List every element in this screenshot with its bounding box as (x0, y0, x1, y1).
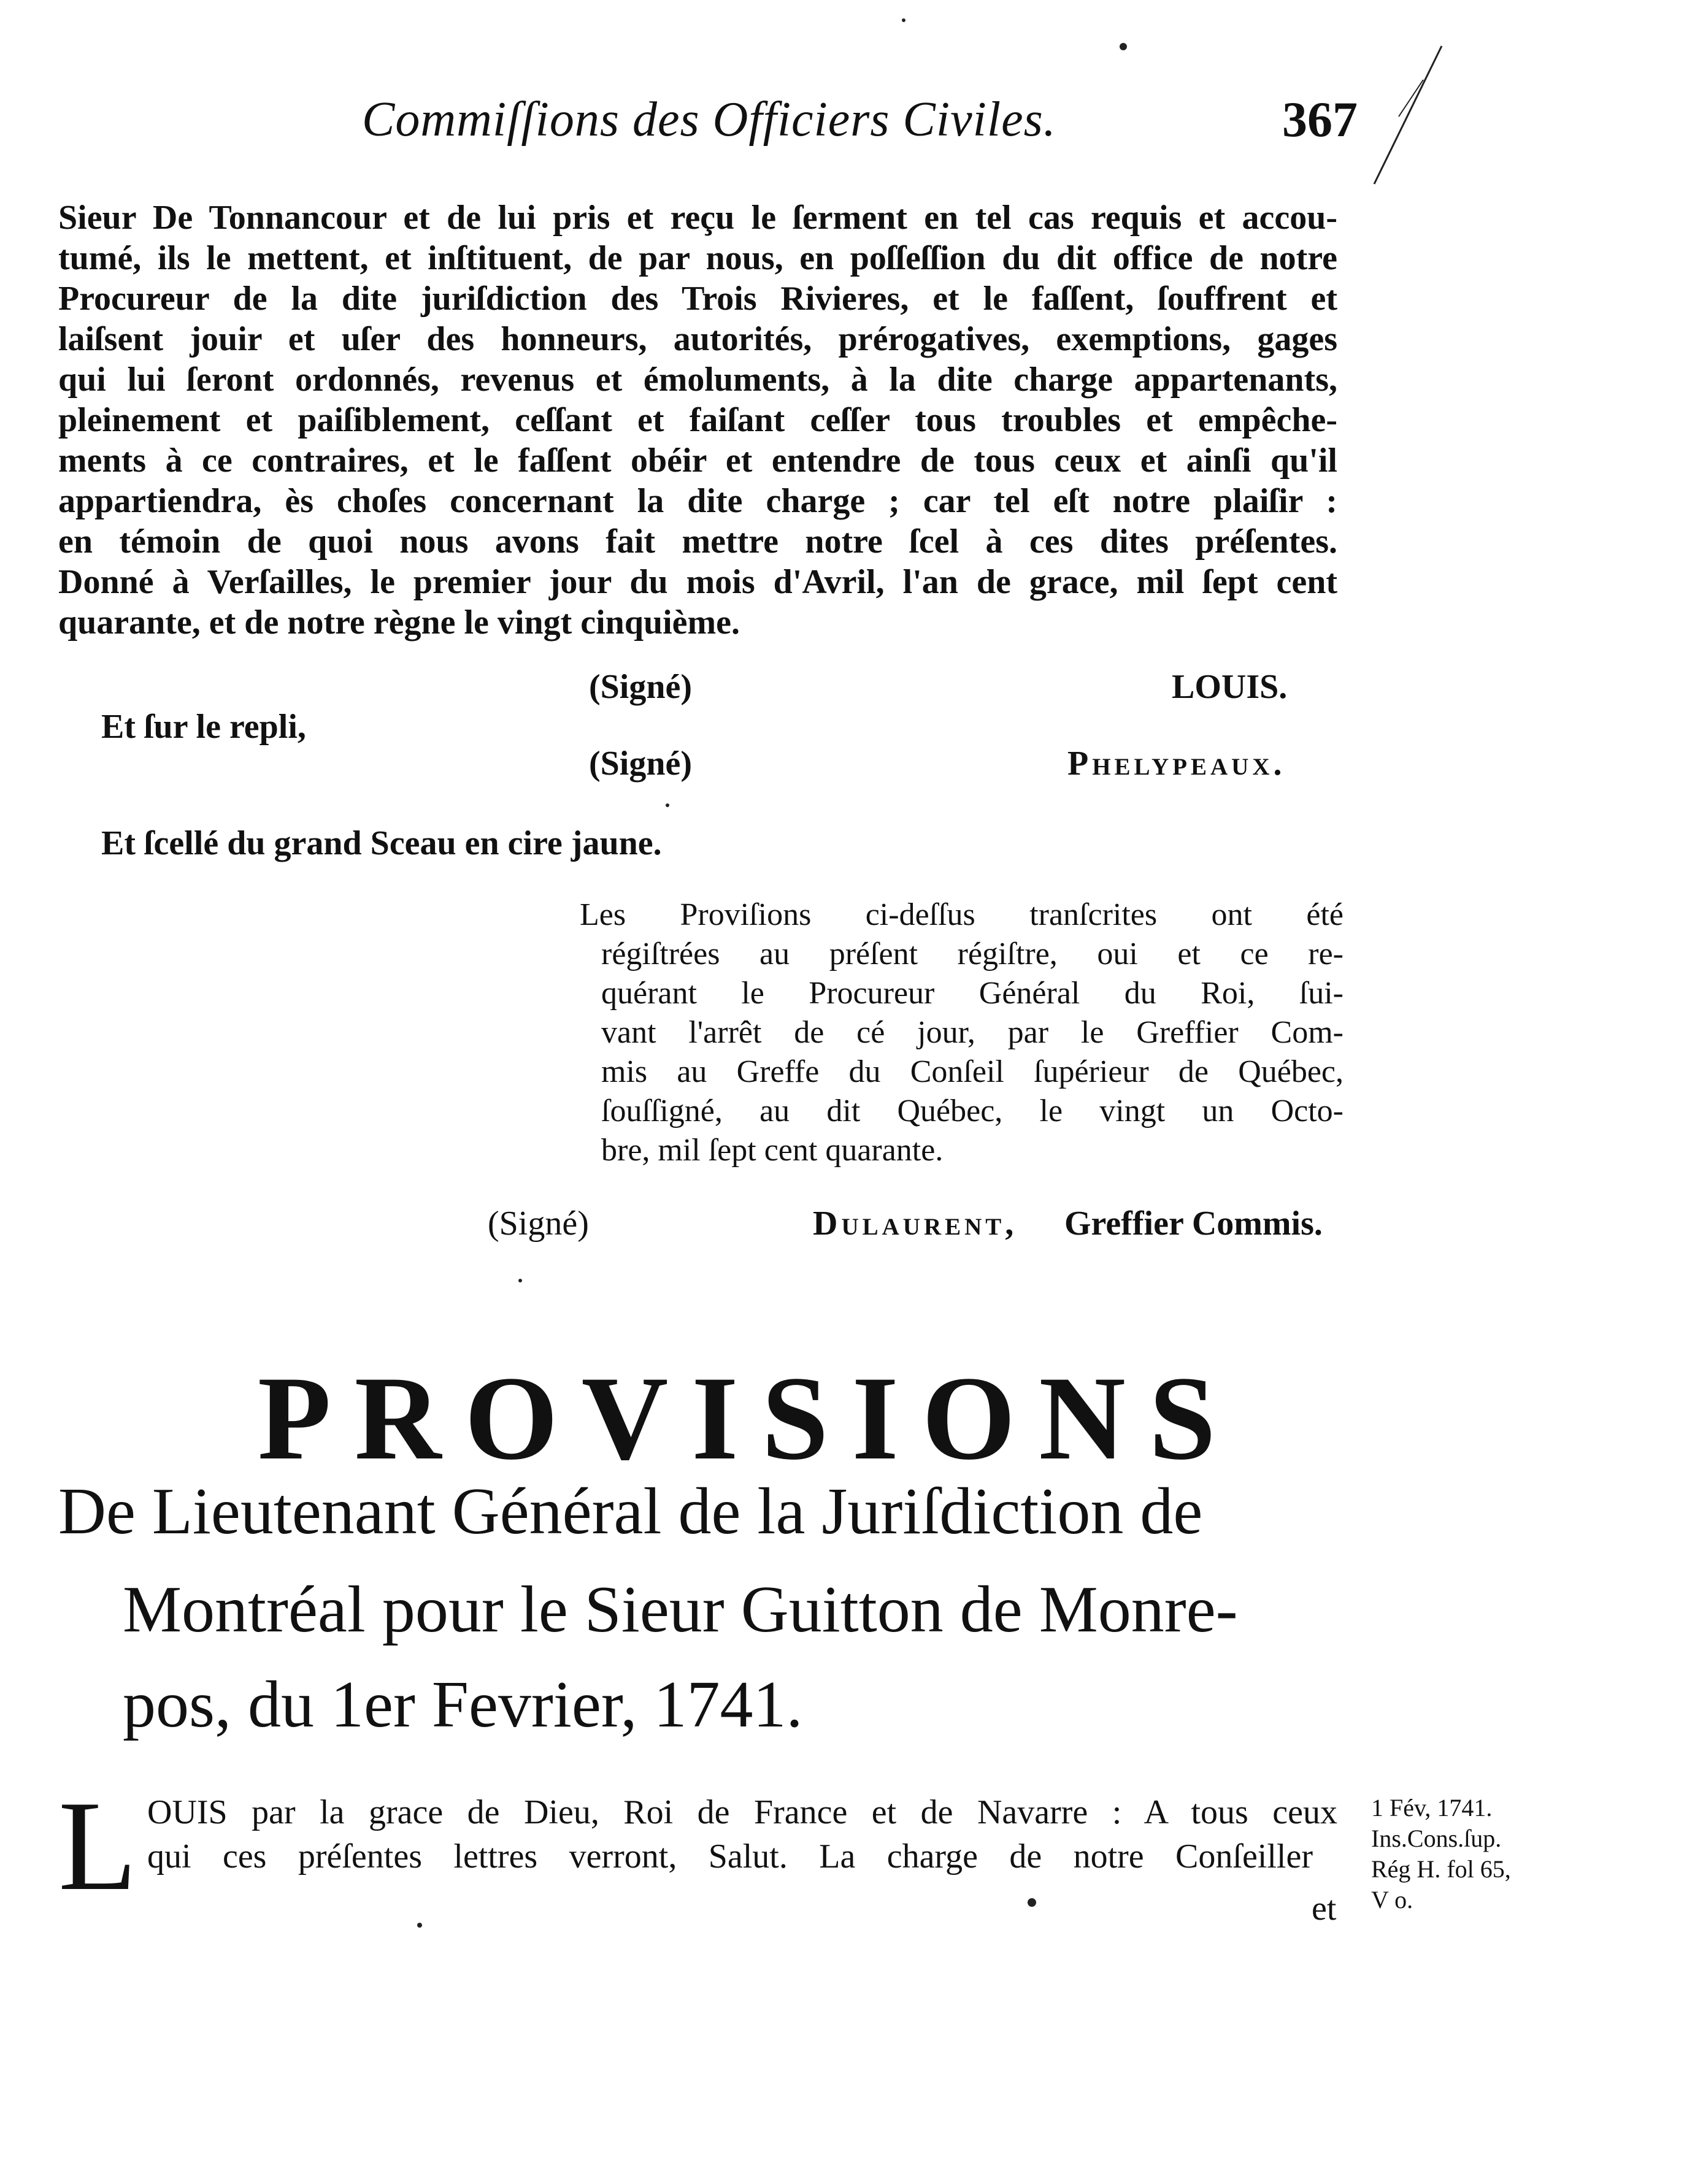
signe-label: (Signé) (589, 745, 692, 783)
signature-louis: LOUIS. (1172, 668, 1288, 706)
heading-subtitle-line: De Lieutenant Général de la Juriſdiction de (58, 1475, 1203, 1548)
note-line: bre, mil ſept cent quarante. (601, 1133, 944, 1168)
greffier-title: Greffier Commis. (1064, 1205, 1323, 1243)
seal-statement: Et ſcellé du grand Sceau en cire jaune. (101, 824, 662, 862)
signature-dulaurent: Dulaurent, (813, 1205, 1018, 1243)
note-line: vant l'arrêt de cé jour, par le Greffier Com- (601, 1015, 1344, 1050)
note-line: régiſtrées au préſent régiſtre, oui et ce re- (601, 937, 1344, 971)
pen-scratch-mark (1325, 43, 1448, 202)
ink-speck (1120, 43, 1127, 50)
body-line: quarante, et de notre règne le vingt cinquième. (58, 603, 740, 642)
ink-speck (518, 1279, 522, 1282)
body-line: ments à ce contraires, et le faſſent obéir et entendre de tous ceux et ainſi qu'il (58, 442, 1337, 480)
heading-subtitle-line: pos, du 1er Fevrier, 1741. (123, 1668, 803, 1741)
ink-speck (417, 1923, 422, 1928)
catchword: et (1312, 1890, 1337, 1928)
drop-cap-letter: L (58, 1775, 137, 1917)
opening-line: OUIS par la grace de Dieu, Roi de France et de Navarre : A tous ceux (147, 1793, 1337, 1831)
body-line: Donné à Verſailles, le premier jour du mois d'Avril, l'an de grace, mil ſept cent (58, 563, 1337, 601)
margin-note-line: V o. (1371, 1886, 1413, 1914)
ink-speck (1028, 1898, 1036, 1907)
section-heading: PROVISIONS (258, 1352, 1239, 1485)
heading-subtitle-line: Montréal pour le Sieur Guitton de Monre- (123, 1573, 1238, 1646)
running-head-title: Commiſſions des Officiers Civiles. (362, 93, 1056, 147)
body-line: Procureur de la dite juriſdiction des Trois Rivieres, et le faſſent, ſouffrent et (58, 280, 1337, 318)
page-number: 367 (1282, 91, 1358, 147)
ink-speck (902, 18, 905, 22)
signe-label: (Signé) (488, 1205, 589, 1243)
margin-note-line: Ins.Cons.ſup. (1371, 1825, 1502, 1852)
margin-note-line: Rég H. fol 65, (1371, 1855, 1511, 1883)
note-line: quérant le Procureur Général du Roi, ſui- (601, 976, 1344, 1011)
body-line: appartiendra, ès choſes concernant la dite charge ; car tel eſt notre plaiſir : (58, 482, 1337, 520)
repli-label: Et ſur le repli, (101, 708, 306, 746)
ink-speck (666, 803, 669, 807)
body-line: laiſsent jouir et uſer des honneurs, autorités, prérogatives, exemptions, gages (58, 320, 1337, 358)
body-line: en témoin de quoi nous avons fait mettre notre ſcel à ces dites préſentes. (58, 523, 1337, 561)
body-line: tumé, ils le mettent, et inſtituent, de par nous, en poſſeſſion du dit office de notre (58, 239, 1337, 277)
body-line: pleinement et paiſiblement, ceſſant et faiſant ceſſer tous troubles et empêche- (58, 401, 1337, 439)
signe-label: (Signé) (589, 668, 692, 706)
margin-note-line: 1 Fév, 1741. (1371, 1794, 1493, 1822)
opening-line: qui ces préſentes lettres verront, Salut. La charge de notre Conſeiller (147, 1837, 1313, 1876)
note-line: ſouſſigné, au dit Québec, le vingt un Octo- (601, 1094, 1344, 1128)
signature-phelypeaux: Phelypeaux. (1067, 745, 1286, 783)
note-line: Les Proviſions ci-deſſus tranſcrites ont été (580, 897, 1344, 932)
body-line: Sieur De Tonnancour et de lui pris et reçu le ſerment en tel cas requis et accou- (58, 199, 1337, 237)
body-line: qui lui ſeront ordonnés, revenus et émoluments, à la dite charge appartenants, (58, 361, 1337, 399)
note-line: mis au Greffe du Conſeil ſupérieur de Québec, (601, 1054, 1344, 1089)
